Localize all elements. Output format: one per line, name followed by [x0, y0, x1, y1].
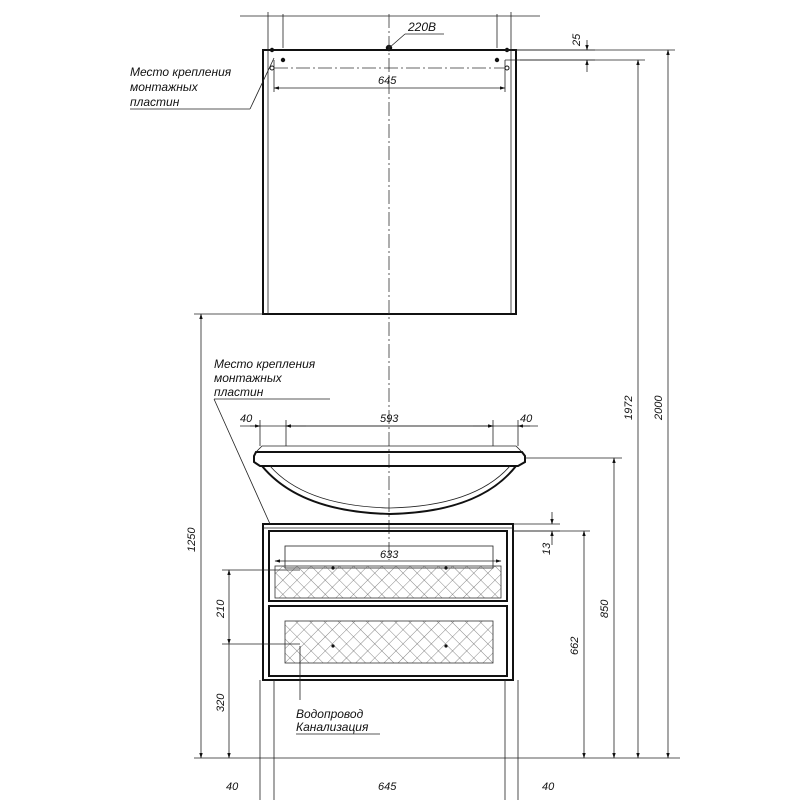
dim-210-label: 210	[215, 599, 227, 618]
power-label	[389, 20, 444, 48]
mount-label-bottom-line1: Место крепления	[214, 357, 316, 371]
mount-label-top-line1: Место крепления	[130, 65, 232, 79]
mount-label-top	[130, 58, 274, 109]
dim-633	[275, 549, 501, 561]
dim-1250-label: 1250	[186, 527, 198, 552]
dim-bottom-left-label: 40	[226, 781, 239, 793]
dim-13	[513, 512, 560, 555]
dim-25-label: 25	[571, 33, 583, 46]
dim-593-label: 593	[380, 413, 399, 425]
dim-bottom-right-label: 40	[542, 781, 555, 793]
vanity-unit	[254, 446, 525, 680]
dim-662	[513, 531, 590, 758]
dim-850	[525, 458, 622, 758]
water-label-line2: Канализация	[296, 720, 369, 734]
dim-13-label: 13	[541, 542, 553, 555]
dim-2000	[516, 50, 675, 758]
dim-850-label: 850	[599, 599, 611, 618]
mount-label-top-line3: пластин	[130, 95, 180, 109]
mount-label-top-line2: монтажных	[130, 80, 198, 94]
dim-645-top-label: 645	[378, 75, 397, 87]
top-extension-lines	[240, 12, 540, 50]
dim-bottom-span-label: 645	[378, 781, 397, 793]
water-label-line1: Водопровод	[296, 707, 364, 721]
dim-bottom	[226, 781, 555, 793]
dim-40-right-label: 40	[520, 413, 533, 425]
dim-25	[505, 33, 595, 72]
dim-1972	[520, 60, 645, 758]
dim-320-label: 320	[215, 693, 227, 712]
dim-633-label: 633	[380, 549, 399, 561]
dim-2000-label: 2000	[653, 395, 665, 420]
dim-662-label: 662	[569, 636, 581, 655]
dim-320	[215, 644, 229, 758]
mount-label-bottom-line2: монтажных	[214, 371, 282, 385]
power-label-text: 220В	[408, 20, 437, 34]
dim-645-top	[274, 60, 505, 92]
dim-1972-label: 1972	[623, 395, 635, 420]
mount-label-bottom	[214, 357, 330, 524]
dim-40-left-label: 40	[240, 413, 253, 425]
mount-label-bottom-line3: пластин	[214, 385, 264, 399]
